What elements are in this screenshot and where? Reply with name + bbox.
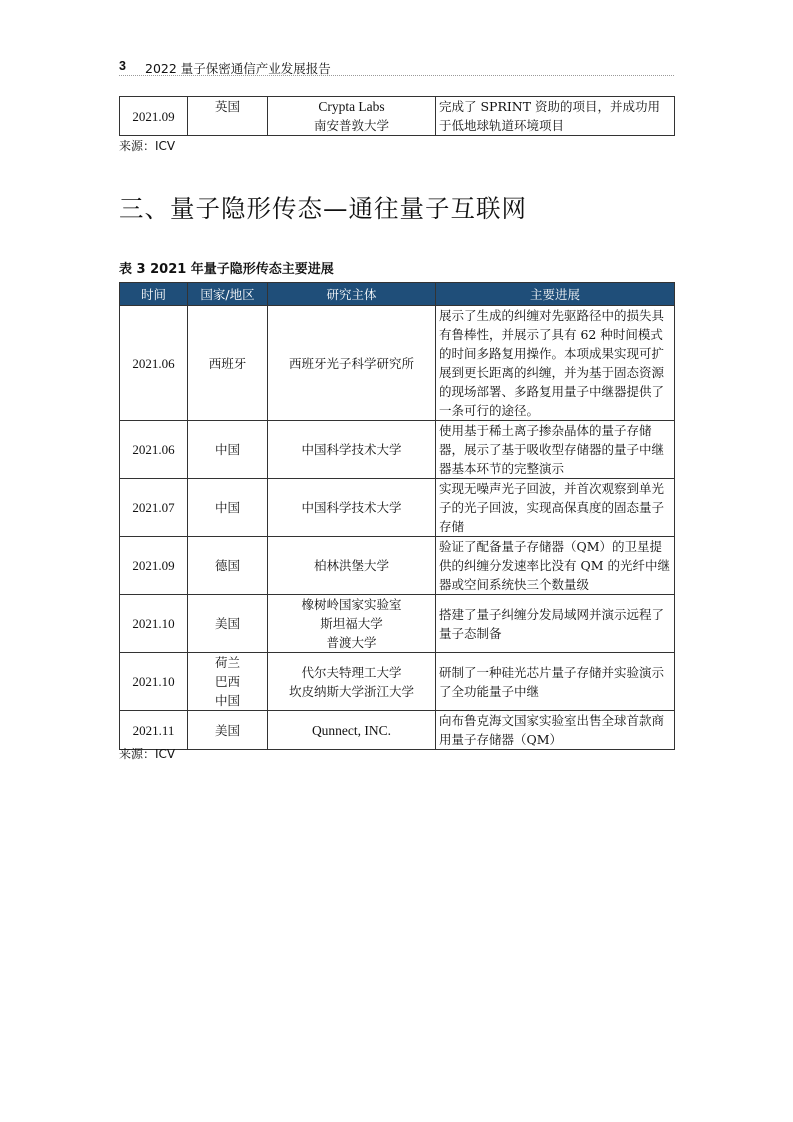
entity-cell: Qunnect, INC. [268,711,436,750]
country-cell: 美国 [188,595,268,653]
continued-table [119,96,675,136]
date-cell: 2021.06 [120,306,188,421]
entity-cell [268,595,436,653]
date-cell: 2021.10 [120,595,188,653]
table-row [120,711,675,750]
date-cell: 2021.06 [120,421,188,479]
section-title: 三、量子隐形传态—通往量子互联网 [119,194,527,223]
date-cell: 2021.10 [120,653,188,711]
country-cell: 德国 [188,537,268,595]
page-number: 3 [119,59,126,73]
table-row [120,97,675,136]
country-line: 荷兰 [214,655,240,670]
progress-table [119,282,675,750]
column-header-progress: 主要进展 [436,283,675,306]
country-cell [188,653,268,711]
table-row [120,421,675,479]
entity-line: 普渡大学 [326,635,377,650]
table-header-row [120,283,675,306]
entity-cell [268,653,436,711]
table-row [120,306,675,421]
table-row [120,537,675,595]
progress-cell: 展示了生成的纠缠对先驱路径中的损失具有鲁棒性，并展示了具有 62 种时间模式的时间多路复用操作。本项成果实现可扩展到更长距离的纠缠，并为基于固态资源的现场部署、多路复用量子中继器提供了一条可行的途径。 [436,306,675,421]
country-line: 中国 [214,693,240,708]
entity-cell: 中国科学技术大学 [268,421,436,479]
entity-cell: 柏林洪堡大学 [268,537,436,595]
entity-line: 坎皮纳斯大学浙江大学 [288,683,414,699]
entity-line: Crypta Labs [318,99,385,114]
progress-cell: 实现无噪声光子回波，并首次观察到单光子的光子回波，实现高保真度的固态量子存储 [436,479,675,537]
table-row [120,653,675,711]
progress-cell: 验证了配备量子存储器（QM）的卫星提供的纠缠分发速率比没有 QM 的光纤中继器或空间系统快三个数量级 [436,537,675,595]
column-header-entity: 研究主体 [268,283,436,306]
source-note: 来源：ICV [119,139,176,153]
entity-cell: 西班牙光子科学研究所 [268,306,436,421]
country-cell: 中国 [188,479,268,537]
progress-cell: 研制了一种硅光芯片量子存储并实验演示了全功能量子中继 [436,653,675,711]
country-cell: 英国 [188,97,268,136]
entity-line: 橡树岭国家实验室 [301,597,402,612]
entity-line: 南安普敦大学 [313,118,389,133]
table-row [120,595,675,653]
date-cell: 2021.09 [120,537,188,595]
progress-cell: 使用基于稀土离子掺杂晶体的量子存储器，展示了基于吸收型存储器的量子中继器基本环节的完整演示 [436,421,675,479]
country-line: 巴西 [214,674,240,689]
date-cell: 2021.09 [120,97,188,136]
country-cell: 美国 [188,711,268,750]
source-note: 来源：ICV [119,747,176,761]
column-header-country: 国家/地区 [188,283,268,306]
table-row [120,479,675,537]
date-cell: 2021.07 [120,479,188,537]
table-caption: 表 3 2021 年量子隐形传态主要进展 [119,262,334,277]
date-cell: 2021.11 [120,711,188,750]
page-header [119,57,674,76]
column-header-time: 时间 [120,283,188,306]
progress-cell: 向布鲁克海文国家实验室出售全球首款商用量子存储器（QM） [436,711,675,750]
entity-cell [268,97,436,136]
entity-line: 代尔夫特理工大学 [301,664,402,680]
progress-cell: 完成了 SPRINT 资助的项目，并成功用于低地球轨道环境项目 [436,97,675,136]
progress-cell: 搭建了量子纠缠分发局域网并演示远程了量子态制备 [436,595,675,653]
report-title: 2022 量子保密通信产业发展报告 [145,61,331,76]
country-cell: 中国 [188,421,268,479]
entity-line: 斯坦福大学 [320,616,383,631]
entity-cell: 中国科学技术大学 [268,479,436,537]
country-cell: 西班牙 [188,306,268,421]
